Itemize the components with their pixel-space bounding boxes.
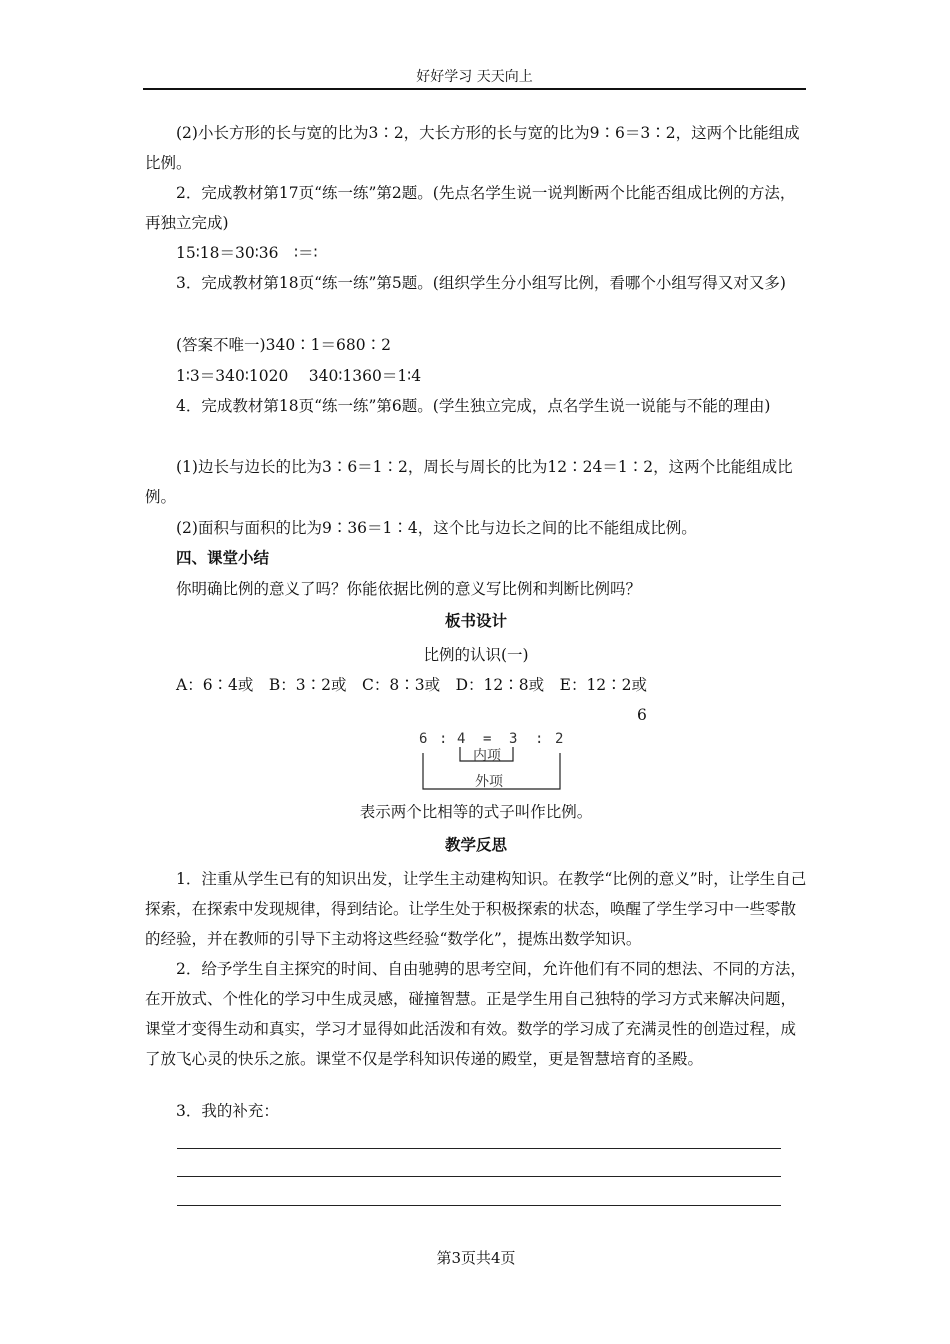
blank-line-2 — [177, 1176, 781, 1177]
board-stray-number: 6 — [637, 706, 647, 724]
paragraph-answer-2: (2)小长方形的长与宽的比为3∶2，大长方形的长与宽的比为9∶6＝3∶2，这两个比能组成比例。 — [145, 124, 800, 172]
board-definition: 表示两个比相等的式子叫作比例。 — [359, 803, 593, 821]
paragraph-answer-4-1: (1)边长与边长的比为3∶6＝1∶2，周长与周长的比为12∶24＝1∶2，这两个比能组成比例。 — [145, 458, 793, 506]
page-footer: 第3页共4页 — [436, 1249, 516, 1267]
colon-1: : — [439, 731, 448, 747]
term-inner-1: 4 — [457, 731, 466, 747]
proportion-diagram — [415, 731, 575, 797]
paragraph-answer-4-2: (2)面积与面积的比为9∶36＝1∶4，这个比与边长之间的比不能组成比例。 — [176, 519, 697, 537]
reflection-title: 教学反思 — [444, 835, 507, 854]
colon-2: : — [535, 731, 544, 747]
term-outer-1: 6 — [419, 731, 428, 747]
blank-line-1 — [177, 1148, 781, 1149]
paragraph-exercise-2: 2．完成教材第17页“练一练”第2题。(先点名学生说一说判断两个比能否组成比例的方法，再独立完成) — [145, 184, 796, 232]
paragraph-summary-question: 你明确比例的意义了吗？你能依据比例的意义写比例和判断比例吗？ — [176, 580, 642, 598]
term-inner-2: 3 — [509, 731, 518, 747]
equals-sign: = — [483, 731, 492, 747]
board-design-title: 板书设计 — [444, 611, 507, 630]
reflection-point-3: 3．我的补充： — [176, 1102, 279, 1120]
term-outer-2: 2 — [555, 731, 564, 747]
reflection-point-1: 1．注重从学生已有的知识出发，让学生主动建构知识。在教学“比例的意义”时，让学生自己探索，在探索中发现规律，得到结论。让学生处于积极探索的状态，唤醒了学生学习中一些零散的经验，并在教师的引导下主动将这些经验“数学化”，提炼出数学知识。 — [145, 870, 807, 948]
paragraph-exercise-3: 3．完成教材第18页“练一练”第5题。(组织学生分小组写比例，看哪个小组写得又对又多) — [176, 274, 786, 292]
board-ratio-options: A：6∶4或 B：3∶2或 C：8∶3或 D：12∶8或 E：12∶2或 — [176, 676, 648, 694]
inner-terms-label: 内项 — [473, 748, 501, 764]
page-header: 好好学习 天天向上 — [143, 66, 806, 90]
paragraph-answer-more: 1∶3＝340∶1020 340∶1360＝1∶4 — [176, 367, 422, 385]
section-heading-summary: 四、课堂小结 — [176, 548, 270, 567]
paragraph-ratio-example: 15∶18＝30∶36 ∶＝∶ — [176, 244, 318, 262]
board-subtitle: 比例的认识(一) — [423, 646, 529, 664]
outer-terms-label: 外项 — [475, 774, 503, 790]
reflection-point-2: 2．给予学生自主探究的时间、自由驰骋的思考空间，允许他们有不同的想法、不同的方法，在开放式、个性化的学习中生成灵感，碰撞智慧。正是学生用自己独特的学习方式来解决问题，课堂才变得生动和真实，学习才显得如此活泼和有效。数学的学习成了充满灵性的创造过程，成了放飞心灵的快乐之旅。课堂不仅是学科知识传递的殿堂，更是智慧培育的圣殿。 — [145, 960, 806, 1068]
blank-line-3 — [177, 1205, 781, 1206]
paragraph-exercise-4: 4．完成教材第18页“练一练”第6题。(学生独立完成，点名学生说一说能与不能的理由) — [176, 397, 771, 415]
paragraph-answer-note: (答案不唯一)340∶1＝680∶2 — [176, 336, 391, 354]
